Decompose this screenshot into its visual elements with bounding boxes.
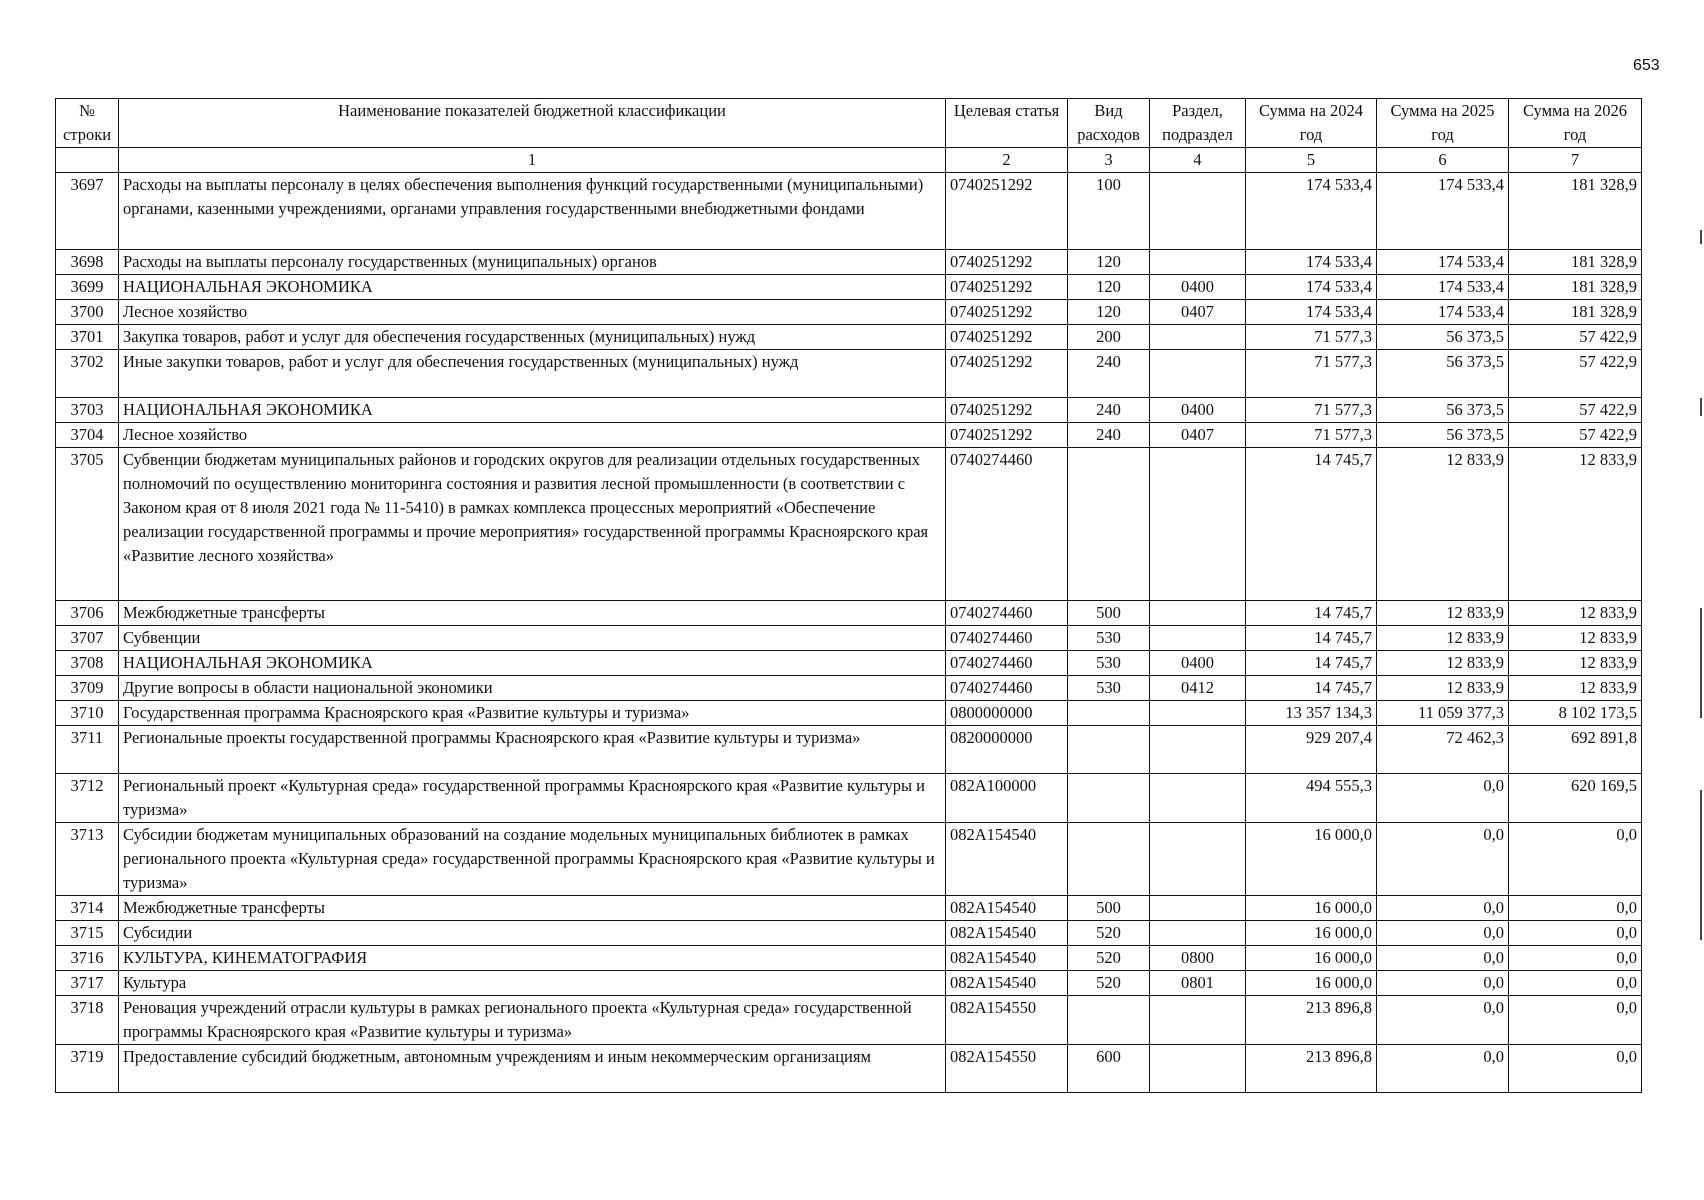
table-row (56, 173, 1642, 250)
table-row (56, 398, 1642, 423)
expense-type (1068, 701, 1150, 726)
row-number: 3698 (56, 250, 119, 275)
expense-type: 600 (1068, 1045, 1150, 1093)
amount-2024: 14 745,7 (1246, 448, 1377, 601)
section-code (1150, 823, 1246, 896)
amount-2025: 0,0 (1377, 946, 1509, 971)
table-row (56, 896, 1642, 921)
section-code (1150, 996, 1246, 1045)
table-row (56, 300, 1642, 325)
column-number: 5 (1246, 148, 1377, 173)
scan-edge-mark (1700, 230, 1702, 244)
section-code: 0400 (1150, 275, 1246, 300)
target-article: 0740251292 (946, 325, 1068, 350)
row-number: 3700 (56, 300, 119, 325)
item-name: КУЛЬТУРА, КИНЕМАТОГРАФИЯ (119, 946, 946, 971)
table-row (56, 996, 1642, 1045)
amount-2025: 11 059 377,3 (1377, 701, 1509, 726)
header-target-article: Целевая статья (946, 99, 1068, 148)
row-number: 3697 (56, 173, 119, 250)
amount-2024: 14 745,7 (1246, 651, 1377, 676)
target-article: 0740251292 (946, 398, 1068, 423)
item-name: Реновация учреждений отрасли культуры в рамках регионального проекта «Культурная среда» государственной программы Красноярского края «Развитие культуры и туризма» (119, 996, 946, 1045)
amount-2026: 181 328,9 (1509, 300, 1642, 325)
amount-2024: 213 896,8 (1246, 1045, 1377, 1093)
table-row (56, 250, 1642, 275)
target-article: 0820000000 (946, 726, 1068, 774)
amount-2025: 174 533,4 (1377, 173, 1509, 250)
row-number: 3712 (56, 774, 119, 823)
row-number: 3706 (56, 601, 119, 626)
expense-type: 530 (1068, 626, 1150, 651)
item-name: Региональные проекты государственной программы Красноярского края «Развитие культуры и туризма» (119, 726, 946, 774)
section-code (1150, 921, 1246, 946)
budget-table (55, 98, 1642, 1093)
expense-type: 500 (1068, 601, 1150, 626)
column-number-row (56, 148, 1642, 173)
section-code: 0400 (1150, 398, 1246, 423)
row-number: 3713 (56, 823, 119, 896)
item-name: Расходы на выплаты персоналу государственных (муниципальных) органов (119, 250, 946, 275)
amount-2025: 0,0 (1377, 921, 1509, 946)
item-name: Культура (119, 971, 946, 996)
amount-2025: 0,0 (1377, 774, 1509, 823)
expense-type (1068, 996, 1150, 1045)
amount-2024: 16 000,0 (1246, 896, 1377, 921)
scan-edge-mark (1700, 608, 1702, 718)
amount-2026: 0,0 (1509, 996, 1642, 1045)
amount-2025: 12 833,9 (1377, 626, 1509, 651)
row-number: 3708 (56, 651, 119, 676)
amount-2024: 929 207,4 (1246, 726, 1377, 774)
amount-2025: 12 833,9 (1377, 651, 1509, 676)
amount-2024: 16 000,0 (1246, 946, 1377, 971)
section-code (1150, 601, 1246, 626)
column-number: 2 (946, 148, 1068, 173)
table-row (56, 921, 1642, 946)
row-number: 3716 (56, 946, 119, 971)
expense-type: 120 (1068, 300, 1150, 325)
table-row (56, 823, 1642, 896)
target-article: 082A154540 (946, 896, 1068, 921)
amount-2026: 692 891,8 (1509, 726, 1642, 774)
section-code (1150, 350, 1246, 398)
header-sum-2024: Сумма на 2024 год (1246, 99, 1377, 148)
table-row (56, 651, 1642, 676)
row-number: 3711 (56, 726, 119, 774)
row-number: 3717 (56, 971, 119, 996)
amount-2026: 181 328,9 (1509, 275, 1642, 300)
target-article: 0740274460 (946, 626, 1068, 651)
row-number: 3714 (56, 896, 119, 921)
amount-2025: 0,0 (1377, 896, 1509, 921)
expense-type: 500 (1068, 896, 1150, 921)
item-name: НАЦИОНАЛЬНАЯ ЭКОНОМИКА (119, 275, 946, 300)
table-row (56, 701, 1642, 726)
target-article: 0800000000 (946, 701, 1068, 726)
amount-2024: 16 000,0 (1246, 921, 1377, 946)
table-row (56, 774, 1642, 823)
section-code (1150, 726, 1246, 774)
table-row (56, 946, 1642, 971)
header-expense-type: Вид расходов (1068, 99, 1150, 148)
amount-2024: 174 533,4 (1246, 173, 1377, 250)
target-article: 082A154540 (946, 921, 1068, 946)
table-row (56, 971, 1642, 996)
amount-2024: 14 745,7 (1246, 676, 1377, 701)
amount-2025: 12 833,9 (1377, 676, 1509, 701)
amount-2026: 0,0 (1509, 971, 1642, 996)
row-number: 3701 (56, 325, 119, 350)
amount-2026: 57 422,9 (1509, 398, 1642, 423)
expense-type: 520 (1068, 971, 1150, 996)
section-code (1150, 626, 1246, 651)
amount-2025: 12 833,9 (1377, 448, 1509, 601)
section-code (1150, 896, 1246, 921)
section-code: 0407 (1150, 423, 1246, 448)
table-row (56, 1045, 1642, 1093)
item-name: Государственная программа Красноярского края «Развитие культуры и туризма» (119, 701, 946, 726)
section-code: 0400 (1150, 651, 1246, 676)
table-row (56, 325, 1642, 350)
amount-2025: 56 373,5 (1377, 350, 1509, 398)
amount-2024: 71 577,3 (1246, 423, 1377, 448)
header-row (56, 99, 1642, 148)
row-number: 3702 (56, 350, 119, 398)
amount-2025: 0,0 (1377, 823, 1509, 896)
expense-type: 240 (1068, 423, 1150, 448)
target-article: 0740251292 (946, 173, 1068, 250)
item-name: НАЦИОНАЛЬНАЯ ЭКОНОМИКА (119, 651, 946, 676)
target-article: 082A154550 (946, 996, 1068, 1045)
header-sum-2025: Сумма на 2025 год (1377, 99, 1509, 148)
target-article: 082A154540 (946, 971, 1068, 996)
expense-type: 120 (1068, 250, 1150, 275)
row-number: 3710 (56, 701, 119, 726)
expense-type: 520 (1068, 946, 1150, 971)
page-number: 653 (1633, 57, 1660, 74)
amount-2026: 0,0 (1509, 823, 1642, 896)
scan-edge-mark (1700, 790, 1702, 940)
item-name: Другие вопросы в области национальной экономики (119, 676, 946, 701)
amount-2024: 14 745,7 (1246, 601, 1377, 626)
amount-2026: 57 422,9 (1509, 350, 1642, 398)
target-article: 0740251292 (946, 423, 1068, 448)
target-article: 082A154550 (946, 1045, 1068, 1093)
amount-2025: 0,0 (1377, 971, 1509, 996)
amount-2025: 56 373,5 (1377, 325, 1509, 350)
amount-2024: 16 000,0 (1246, 823, 1377, 896)
expense-type: 530 (1068, 651, 1150, 676)
header-section: Раздел, подраздел (1150, 99, 1246, 148)
amount-2024: 71 577,3 (1246, 350, 1377, 398)
amount-2024: 174 533,4 (1246, 275, 1377, 300)
item-name: Субсидии (119, 921, 946, 946)
expense-type: 530 (1068, 676, 1150, 701)
expense-type (1068, 774, 1150, 823)
target-article: 0740274460 (946, 676, 1068, 701)
table-row (56, 676, 1642, 701)
section-code: 0800 (1150, 946, 1246, 971)
amount-2025: 56 373,5 (1377, 423, 1509, 448)
expense-type (1068, 726, 1150, 774)
item-name: Межбюджетные трансферты (119, 896, 946, 921)
amount-2026: 0,0 (1509, 896, 1642, 921)
row-number: 3707 (56, 626, 119, 651)
amount-2025: 56 373,5 (1377, 398, 1509, 423)
table-row (56, 726, 1642, 774)
target-article: 0740274460 (946, 448, 1068, 601)
item-name: Расходы на выплаты персоналу в целях обеспечения выполнения функций государственными (муниципальными) органами, казенными учреждениями, органами управления государственными внебюджетными фондами (119, 173, 946, 250)
header-sum-2026: Сумма на 2026 год (1509, 99, 1642, 148)
amount-2024: 213 896,8 (1246, 996, 1377, 1045)
amount-2026: 0,0 (1509, 1045, 1642, 1093)
row-number: 3705 (56, 448, 119, 601)
section-code (1150, 325, 1246, 350)
target-article: 0740251292 (946, 275, 1068, 300)
amount-2024: 174 533,4 (1246, 250, 1377, 275)
item-name: Предоставление субсидий бюджетным, автономным учреждениям и иным некоммерческим организациям (119, 1045, 946, 1093)
section-code (1150, 1045, 1246, 1093)
amount-2025: 174 533,4 (1377, 275, 1509, 300)
amount-2026: 12 833,9 (1509, 626, 1642, 651)
item-name: Лесное хозяйство (119, 423, 946, 448)
expense-type: 240 (1068, 398, 1150, 423)
scan-edge-mark (1700, 398, 1702, 416)
amount-2024: 13 357 134,3 (1246, 701, 1377, 726)
column-number: 6 (1377, 148, 1509, 173)
amount-2025: 72 462,3 (1377, 726, 1509, 774)
row-number: 3699 (56, 275, 119, 300)
amount-2026: 0,0 (1509, 946, 1642, 971)
amount-2025: 174 533,4 (1377, 300, 1509, 325)
header-row-number: № строки (56, 99, 119, 148)
section-code (1150, 701, 1246, 726)
table-row (56, 350, 1642, 398)
expense-type: 200 (1068, 325, 1150, 350)
table-row (56, 626, 1642, 651)
amount-2024: 14 745,7 (1246, 626, 1377, 651)
item-name: Региональный проект «Культурная среда» государственной программы Красноярского края «Развитие культуры и туризма» (119, 774, 946, 823)
row-number: 3709 (56, 676, 119, 701)
section-code (1150, 250, 1246, 275)
table-row (56, 423, 1642, 448)
amount-2026: 0,0 (1509, 921, 1642, 946)
target-article: 0740251292 (946, 300, 1068, 325)
expense-type: 520 (1068, 921, 1150, 946)
row-number: 3704 (56, 423, 119, 448)
section-code (1150, 173, 1246, 250)
row-number: 3719 (56, 1045, 119, 1093)
column-number: 3 (1068, 148, 1150, 173)
item-name: Субвенции (119, 626, 946, 651)
expense-type (1068, 823, 1150, 896)
expense-type (1068, 448, 1150, 601)
column-number: 7 (1509, 148, 1642, 173)
amount-2026: 620 169,5 (1509, 774, 1642, 823)
amount-2026: 181 328,9 (1509, 173, 1642, 250)
expense-type: 100 (1068, 173, 1150, 250)
target-article: 082A154540 (946, 946, 1068, 971)
column-number (56, 148, 119, 173)
amount-2026: 57 422,9 (1509, 325, 1642, 350)
section-code: 0801 (1150, 971, 1246, 996)
amount-2025: 12 833,9 (1377, 601, 1509, 626)
item-name: Закупка товаров, работ и услуг для обеспечения государственных (муниципальных) нужд (119, 325, 946, 350)
row-number: 3718 (56, 996, 119, 1045)
amount-2026: 181 328,9 (1509, 250, 1642, 275)
section-code (1150, 448, 1246, 601)
table-row (56, 275, 1642, 300)
item-name: Межбюджетные трансферты (119, 601, 946, 626)
row-number: 3703 (56, 398, 119, 423)
amount-2025: 0,0 (1377, 996, 1509, 1045)
table-row (56, 601, 1642, 626)
target-article: 0740274460 (946, 601, 1068, 626)
target-article: 0740251292 (946, 250, 1068, 275)
header-name: Наименование показателей бюджетной классификации (119, 99, 946, 148)
row-number: 3715 (56, 921, 119, 946)
item-name: Субвенции бюджетам муниципальных районов и городских округов для реализации отдельных государственных полномочий по осуществлению мониторинга состояния и развития лесной промышленности (в соответствии с Законом края от 8 июля 2021 года № 11-5410) в рамках комплекса процессных мероприятий «Обеспечение реализации государственной программы и прочие мероприятия» государственной программы Красноярского края «Развитие лесного хозяйства» (119, 448, 946, 601)
target-article: 0740274460 (946, 651, 1068, 676)
target-article: 082A154540 (946, 823, 1068, 896)
amount-2026: 8 102 173,5 (1509, 701, 1642, 726)
item-name: Субсидии бюджетам муниципальных образований на создание модельных муниципальных библиотек в рамках регионального проекта «Культурная среда» государственной программы Красноярского края «Развитие культуры и туризма» (119, 823, 946, 896)
amount-2026: 12 833,9 (1509, 676, 1642, 701)
section-code: 0412 (1150, 676, 1246, 701)
item-name: НАЦИОНАЛЬНАЯ ЭКОНОМИКА (119, 398, 946, 423)
section-code (1150, 774, 1246, 823)
amount-2024: 71 577,3 (1246, 325, 1377, 350)
amount-2024: 16 000,0 (1246, 971, 1377, 996)
expense-type: 120 (1068, 275, 1150, 300)
table-body (56, 173, 1642, 1093)
table-row (56, 448, 1642, 601)
amount-2026: 12 833,9 (1509, 448, 1642, 601)
amount-2025: 174 533,4 (1377, 250, 1509, 275)
amount-2024: 71 577,3 (1246, 398, 1377, 423)
target-article: 082A100000 (946, 774, 1068, 823)
expense-type: 240 (1068, 350, 1150, 398)
item-name: Лесное хозяйство (119, 300, 946, 325)
column-number: 4 (1150, 148, 1246, 173)
amount-2026: 12 833,9 (1509, 601, 1642, 626)
amount-2025: 0,0 (1377, 1045, 1509, 1093)
section-code: 0407 (1150, 300, 1246, 325)
amount-2026: 57 422,9 (1509, 423, 1642, 448)
column-number: 1 (119, 148, 946, 173)
item-name: Иные закупки товаров, работ и услуг для обеспечения государственных (муниципальных) нужд (119, 350, 946, 398)
amount-2024: 494 555,3 (1246, 774, 1377, 823)
amount-2024: 174 533,4 (1246, 300, 1377, 325)
target-article: 0740251292 (946, 350, 1068, 398)
amount-2026: 12 833,9 (1509, 651, 1642, 676)
